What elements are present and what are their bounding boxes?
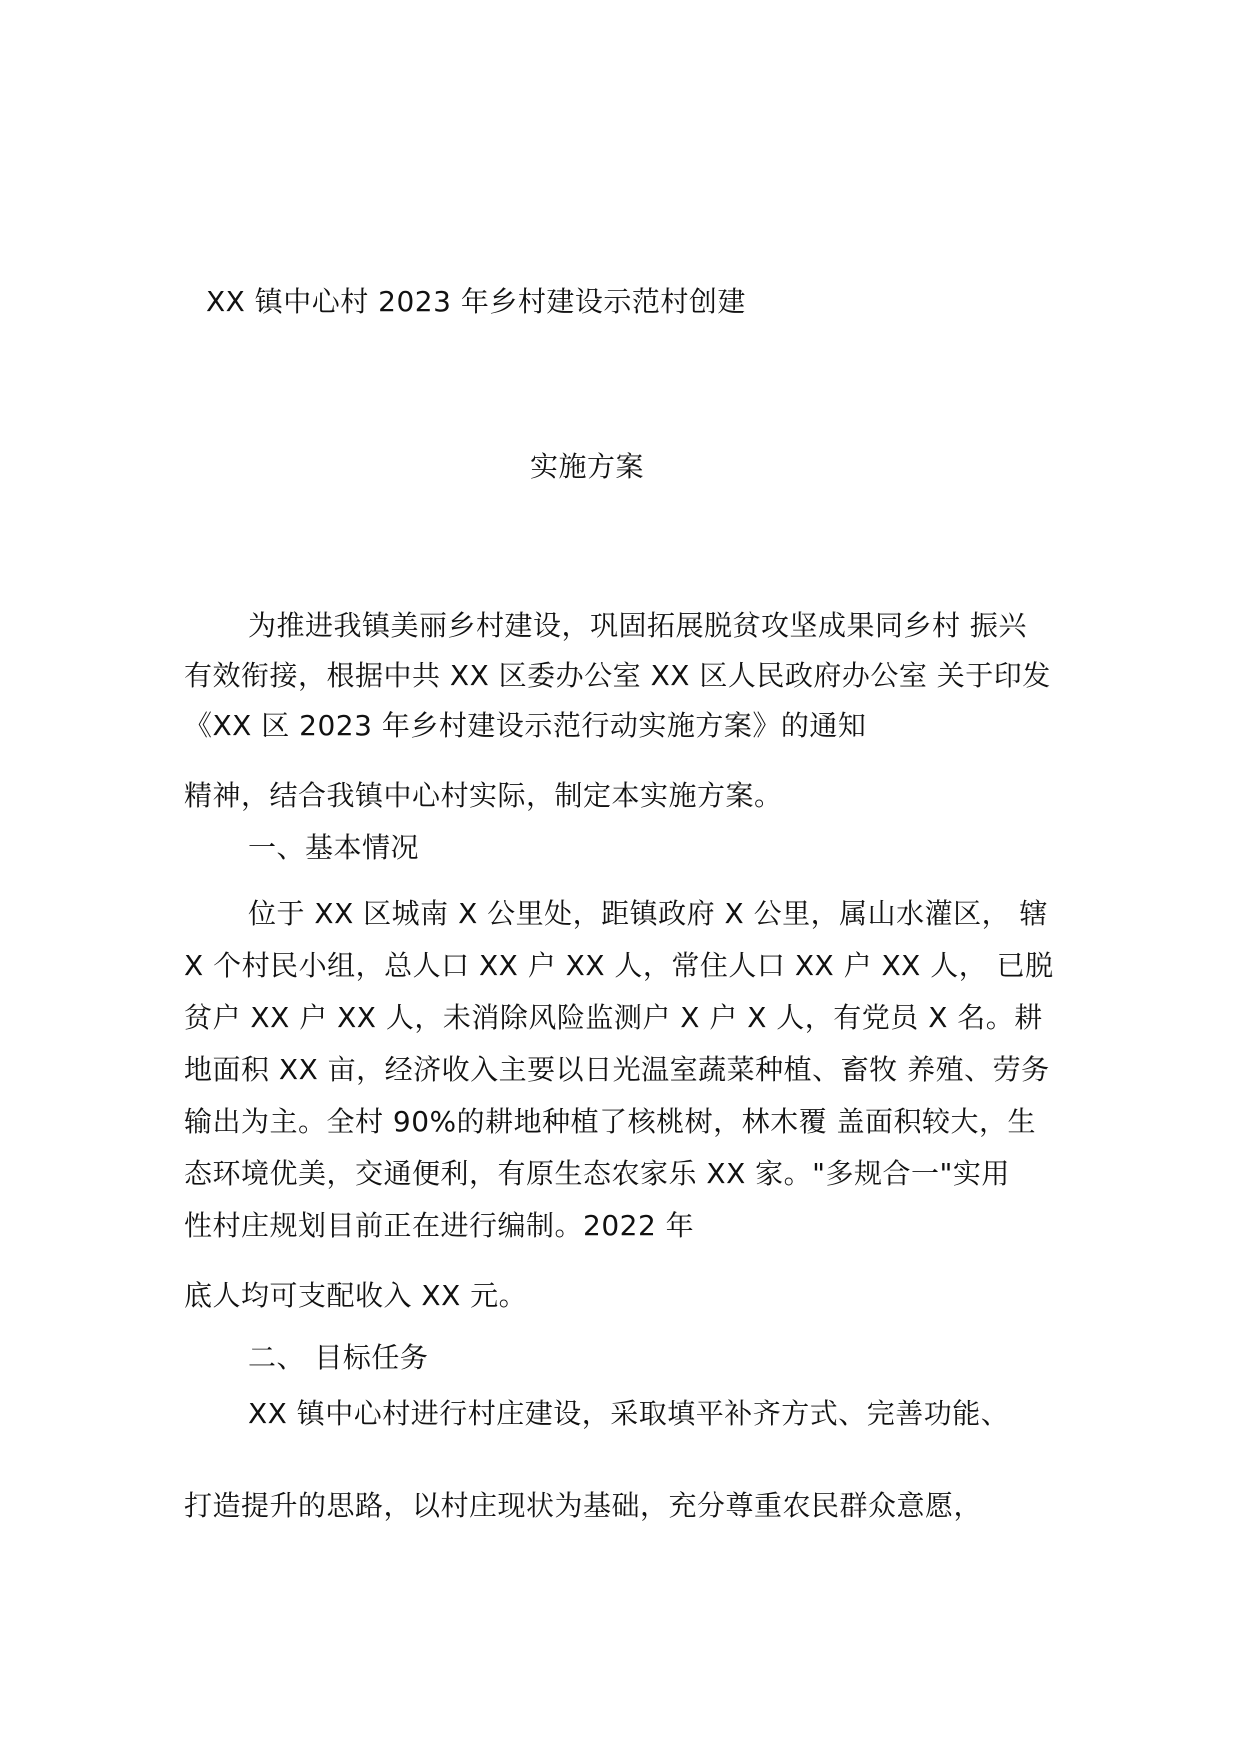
paragraph-line: 底人均可支配收入 XX 元。	[184, 1279, 528, 1312]
section-heading-2: 二、 目标任务	[248, 1341, 429, 1374]
paragraph-line: 贫户 XX 户 XX 人，未消除风险监测户 X 户 X 人，有党员 X 名。耕	[184, 1001, 1043, 1034]
document-title-line1: XX 镇中心村 2023 年乡村建设示范村创建	[206, 285, 746, 318]
paragraph-line: 《XX 区 2023 年乡村建设示范行动实施方案》的通知	[184, 709, 867, 742]
paragraph-line: 位于 XX 区城南 X 公里处，距镇政府 X 公里，属山水灌区， 辖	[248, 897, 1049, 930]
paragraph-line: XX 镇中心村进行村庄建设，采取填平补齐方式、完善功能、	[248, 1397, 1010, 1430]
paragraph-line: 有效衔接，根据中共 XX 区委办公室 XX 区人民政府办公室 关于印发	[184, 659, 1051, 692]
paragraph-line: 打造提升的思路，以村庄现状为基础，充分尊重农民群众意愿，	[184, 1489, 983, 1522]
document-title-line2: 实施方案	[530, 450, 645, 483]
paragraph-line: 性村庄规划目前正在进行编制。2022 年	[184, 1209, 695, 1242]
paragraph-line: 精神，结合我镇中心村实际，制定本实施方案。	[184, 779, 783, 812]
paragraph-line: 输出为主。全村 90%的耕地种植了核桃树，林木覆 盖面积较大，生	[184, 1105, 1037, 1138]
paragraph-line: 态环境优美，交通便利，有原生态农家乐 XX 家。"多规合一"实用	[184, 1157, 1010, 1190]
paragraph-line: 地面积 XX 亩，经济收入主要以日光温室蔬菜种植、畜牧 养殖、劳务	[184, 1053, 1050, 1086]
paragraph-line: 为推进我镇美丽乡村建设，巩固拓展脱贫攻坚成果同乡村 振兴	[248, 609, 1027, 642]
paragraph-line: X 个村民小组，总人口 XX 户 XX 人，常住人口 XX 户 XX 人， 已脱	[184, 949, 1054, 982]
section-heading-1: 一、基本情况	[248, 831, 420, 864]
